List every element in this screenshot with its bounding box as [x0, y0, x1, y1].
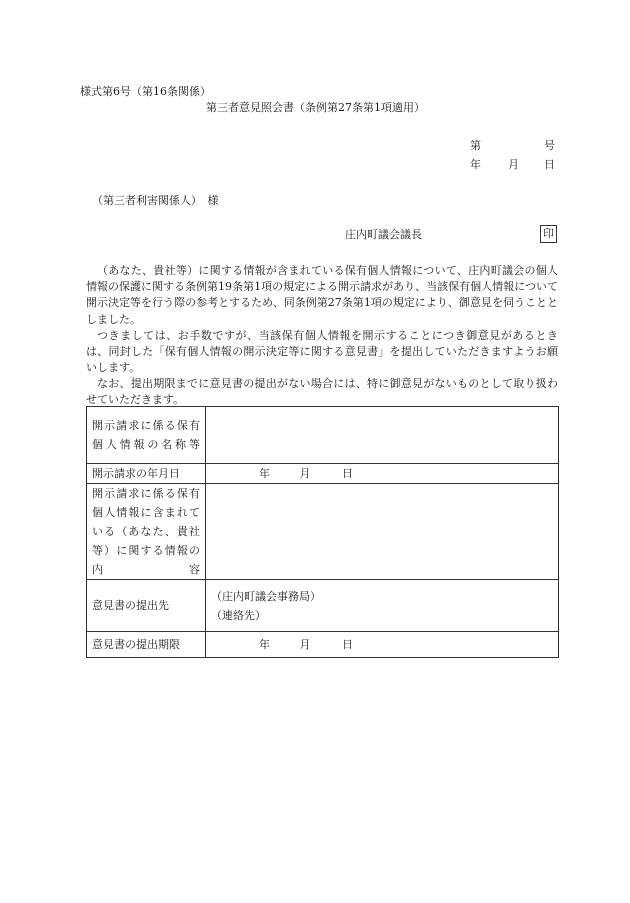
- table-row-info-content: [87, 484, 559, 580]
- submission-contact: （連絡先）: [211, 608, 266, 622]
- request-date-year: 年: [259, 467, 270, 480]
- doc-number-go: 号: [544, 139, 555, 152]
- value-info-content[interactable]: [206, 484, 559, 580]
- paragraph-2: つきましては、お手数ですが、当該保有個人情報を開示することにつき御意見があるときは、同封した「保有個人情報の開示決定等に関する意見書」を提出していただきますようお願いします。: [86, 329, 558, 375]
- deadline-month: 月: [299, 638, 311, 651]
- addressee: （第三者利害関係人） 様: [92, 194, 219, 207]
- value-deadline[interactable]: [206, 632, 559, 658]
- label-submission-to: 意見書の提出先: [87, 580, 206, 632]
- label-request-date: 開示請求の年月日: [87, 464, 206, 484]
- request-date-day: 日: [342, 467, 353, 480]
- label-info-content: 開示請求に係る保有個人情報に含まれている（あなた、貴社等）に関する情報の内容: [87, 484, 206, 580]
- table-row-submission-to: [87, 580, 559, 632]
- disclosure-info-table: [86, 406, 559, 658]
- table-row-info-name: [87, 407, 559, 464]
- table-row-deadline: [87, 632, 559, 658]
- sender-name: 庄内町議会議長: [345, 228, 422, 241]
- value-info-name[interactable]: [206, 407, 559, 464]
- deadline-year: 年: [259, 638, 270, 651]
- form-label: 様式第6号（第16条関係）: [80, 85, 211, 98]
- label-info-name: 開示請求に係る保有個人情報の名称等: [87, 407, 206, 464]
- request-date-month: 月: [299, 467, 311, 480]
- value-submission-to[interactable]: [206, 580, 559, 632]
- doc-date-month: 月: [508, 158, 519, 171]
- seal-stamp: 印: [540, 225, 557, 243]
- doc-number-dai: 第: [470, 139, 481, 152]
- doc-date-year: 年: [470, 158, 481, 171]
- value-request-date[interactable]: [206, 464, 559, 484]
- submission-office: （庄内町議会事務局）: [211, 589, 321, 603]
- document-title: 第三者意見照会書（条例第27条第1項適用）: [206, 101, 425, 114]
- deadline-day: 日: [342, 638, 353, 651]
- table-row-request-date: [87, 464, 559, 484]
- paragraph-3: なお、提出期限までに意見書の提出がない場合には、特に御意見がないものとして取り扱わせていただきます。: [86, 377, 558, 407]
- doc-date-day: 日: [544, 158, 555, 171]
- paragraph-1: （あなた、貴社等）に関する情報が含まれている保有個人情報について、庄内町議会の個人情報の保護に関する条例第19条第1項の規定による開示請求があり、当該保有個人情報について開示決定等を行う際の参考とするため、同条例第27条第1項の規定により、御意見を伺うこととしました。: [86, 264, 558, 326]
- label-deadline: 意見書の提出期限: [87, 632, 206, 658]
